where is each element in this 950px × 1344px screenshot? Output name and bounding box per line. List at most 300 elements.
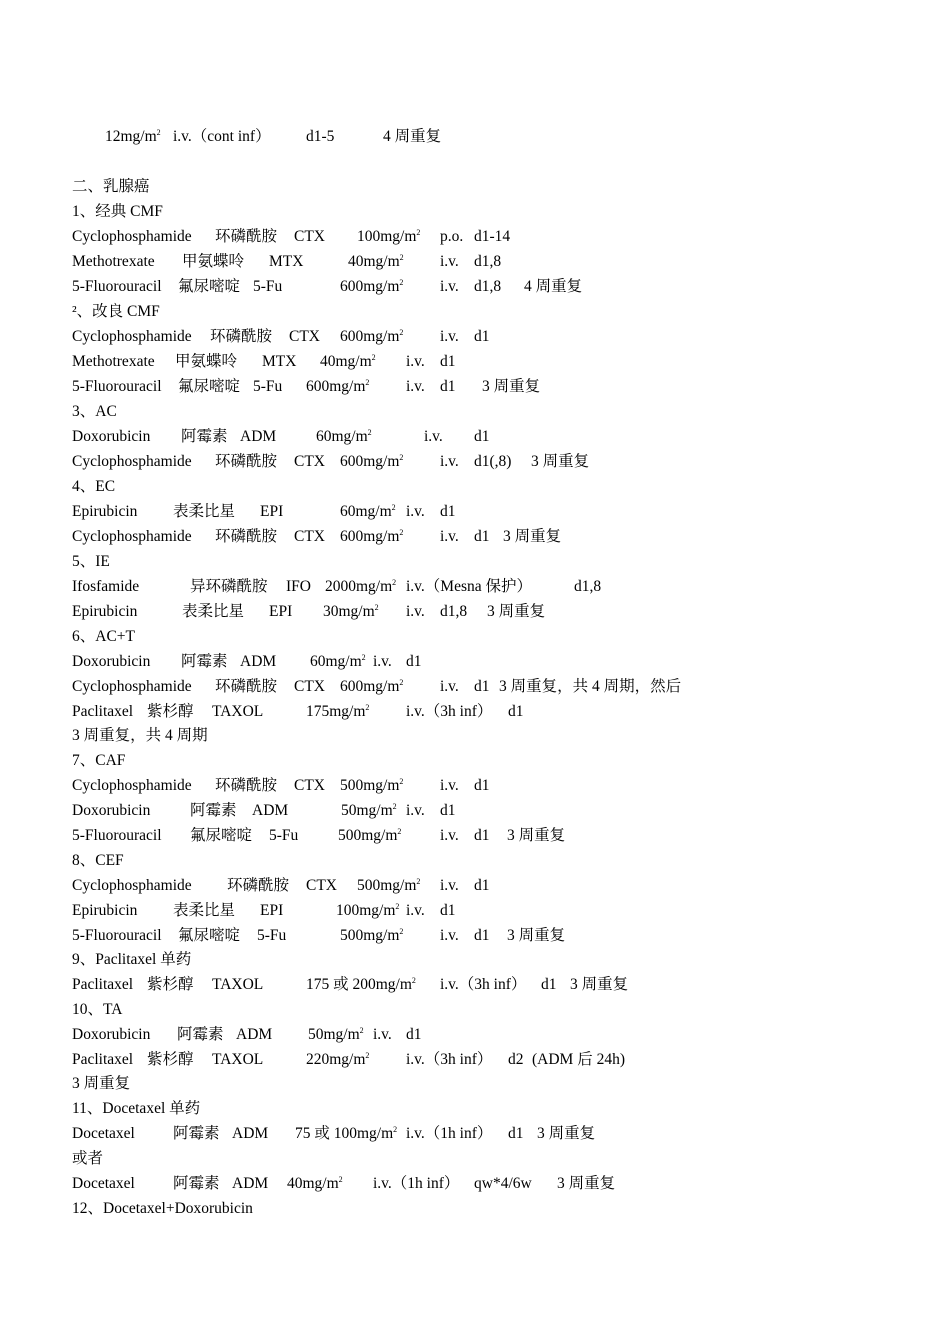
text-cell: [72, 702, 133, 722]
cell-text: ADM: [252, 802, 289, 819]
cell-text: i.v.: [440, 328, 459, 345]
cell-text: d2: [508, 1051, 524, 1068]
text-cell: [72, 1000, 122, 1020]
cell-text: 阿霉素: [177, 1026, 224, 1043]
text-cell: [72, 577, 139, 597]
cell-text: i.v.: [373, 1026, 392, 1043]
cell-text: 环磷酰胺: [215, 528, 278, 545]
text-cell: [232, 1174, 268, 1194]
cell-text: Cyclophosphamide: [72, 877, 192, 894]
text-cell: [72, 402, 117, 422]
cell-text: Epirubicin: [72, 503, 138, 520]
cell-text: 5-Fu: [257, 927, 287, 944]
text-cell: [72, 826, 162, 846]
cell-text: d1: [474, 678, 490, 695]
text-cell: [212, 702, 263, 722]
text-cell: [105, 127, 161, 147]
cell-text: d1: [440, 353, 456, 370]
cell-text: d1-5: [306, 128, 335, 145]
cell-text: d1: [474, 428, 490, 445]
cell-text: Paclitaxel: [72, 1051, 134, 1068]
cell-text: i.v.: [440, 927, 459, 944]
text-cell: [215, 776, 277, 796]
text-cell: [215, 452, 277, 472]
cell-text: i.v.: [424, 428, 443, 445]
cell-text: Cyclophosphamide: [72, 777, 192, 794]
text-cell: [72, 377, 162, 397]
text-cell: [177, 1025, 224, 1045]
cell-text: CTX: [294, 777, 325, 794]
text-cell: [474, 227, 510, 247]
cell-text: TAXOL: [212, 1051, 264, 1068]
text-cell: [72, 1199, 253, 1219]
cell-text: ²、改良 CMF: [72, 303, 160, 320]
cell-text: 2000mg/m: [325, 578, 393, 595]
text-cell: [306, 975, 416, 995]
text-cell: [178, 377, 240, 397]
text-cell: [72, 502, 137, 522]
cell-text: 阿霉素: [181, 653, 228, 670]
text-cell: [340, 776, 403, 796]
text-cell: [269, 826, 298, 846]
text-cell: [340, 527, 403, 547]
text-cell: [269, 252, 303, 272]
text-cell: [72, 477, 115, 497]
superscript: 2: [367, 428, 372, 437]
text-cell: [173, 502, 235, 522]
cell-text: 5-Fluorouracil: [72, 278, 162, 295]
text-cell: [294, 776, 325, 796]
cell-text: 3 周重复: [503, 528, 562, 545]
cell-text: 环磷酰胺: [215, 228, 278, 245]
text-cell: [72, 1050, 133, 1070]
text-cell: [373, 1174, 459, 1194]
cell-text: d1,8: [474, 253, 502, 270]
cell-text: 500mg/m: [340, 777, 400, 794]
cell-text: d1: [440, 802, 456, 819]
superscript: 2: [392, 802, 397, 811]
text-cell: [72, 277, 162, 297]
text-cell: [440, 876, 459, 896]
text-cell: [574, 577, 601, 597]
text-cell: [406, 1025, 422, 1045]
cell-text: CTX: [289, 328, 320, 345]
cell-text: 3 周重复: [507, 927, 566, 944]
text-cell: [406, 377, 425, 397]
text-cell: [440, 602, 467, 622]
cell-text: d1: [440, 378, 456, 395]
cell-text: i.v.: [406, 603, 425, 620]
cell-text: 紫杉醇: [147, 1051, 194, 1068]
cell-text: 10、TA: [72, 1001, 123, 1018]
cell-text: ADM: [240, 428, 277, 445]
text-cell: [236, 1025, 272, 1045]
text-cell: [440, 452, 459, 472]
superscript: 2: [416, 877, 421, 886]
text-cell: [306, 377, 369, 397]
text-cell: [503, 527, 561, 547]
cell-text: i.v.: [440, 827, 459, 844]
text-cell: [406, 352, 425, 372]
text-cell: [240, 427, 276, 447]
text-cell: [570, 975, 628, 995]
cell-text: d1,8: [574, 578, 602, 595]
cell-text: Docetaxel: [72, 1175, 135, 1192]
text-cell: [72, 302, 160, 322]
cell-text: 或者: [72, 1150, 104, 1167]
cell-text: (ADM 后 24h): [532, 1051, 625, 1068]
cell-text: 75 或 100mg/m: [295, 1125, 394, 1142]
text-cell: [72, 527, 192, 547]
text-cell: [357, 876, 420, 896]
cell-text: Ifosfamide: [72, 578, 140, 595]
cell-text: 3 周重复: [507, 827, 566, 844]
text-cell: [72, 926, 162, 946]
cell-text: 氟尿嘧啶: [178, 927, 241, 944]
cell-text: 30mg/m: [323, 603, 375, 620]
cell-text: ADM: [232, 1125, 269, 1142]
cell-text: d1: [474, 927, 490, 944]
superscript: 2: [399, 253, 404, 262]
cell-text: 5-Fu: [253, 278, 283, 295]
text-cell: [190, 826, 252, 846]
cell-text: Paclitaxel: [72, 703, 134, 720]
text-cell: [260, 502, 283, 522]
cell-text: EPI: [269, 603, 293, 620]
cell-text: 175mg/m: [306, 703, 366, 720]
cell-text: TAXOL: [212, 976, 264, 993]
cell-text: 50mg/m: [308, 1026, 360, 1043]
text-cell: [338, 826, 401, 846]
text-cell: [294, 227, 325, 247]
text-cell: [373, 1025, 392, 1045]
text-cell: [310, 652, 366, 672]
cell-text: EPI: [260, 902, 284, 919]
cell-text: Docetaxel: [72, 1125, 135, 1142]
superscript: 2: [391, 503, 396, 512]
superscript: 2: [399, 777, 404, 786]
superscript: 2: [338, 1175, 343, 1184]
text-cell: [253, 377, 282, 397]
text-cell: [253, 277, 282, 297]
cell-text: 60mg/m: [310, 653, 362, 670]
text-cell: [406, 652, 422, 672]
text-cell: [72, 801, 150, 821]
cell-text: 5-Fluorouracil: [72, 378, 162, 395]
superscript: 2: [399, 927, 404, 936]
text-cell: [190, 577, 268, 597]
cell-text: Doxorubicin: [72, 1026, 151, 1043]
text-cell: [147, 1050, 194, 1070]
cell-text: 4 周重复: [524, 278, 583, 295]
cell-text: 1、经典 CMF: [72, 203, 163, 220]
superscript: 2: [399, 453, 404, 462]
cell-text: 40mg/m: [287, 1175, 339, 1192]
text-cell: [499, 677, 681, 697]
text-cell: [294, 677, 325, 697]
text-cell: [323, 602, 379, 622]
cell-text: i.v.（Mesna 保护）: [406, 578, 532, 595]
cell-text: 表柔比星: [182, 603, 245, 620]
cell-text: 环磷酰胺: [215, 777, 278, 794]
cell-text: ADM: [240, 653, 277, 670]
cell-text: d1: [440, 902, 456, 919]
cell-text: 紫杉醇: [147, 976, 194, 993]
text-cell: [173, 901, 235, 921]
text-cell: [269, 602, 292, 622]
cell-text: 5、IE: [72, 553, 110, 570]
text-cell: [474, 427, 490, 447]
text-cell: [212, 1050, 263, 1070]
text-cell: [482, 377, 540, 397]
text-cell: [340, 926, 403, 946]
cell-text: 60mg/m: [340, 503, 392, 520]
cell-text: Cyclophosphamide: [72, 528, 192, 545]
text-cell: [406, 1124, 492, 1144]
cell-text: i.v.（3h inf）: [440, 976, 527, 993]
cell-text: Paclitaxel: [72, 976, 134, 993]
superscript: 2: [399, 678, 404, 687]
cell-text: MTX: [269, 253, 304, 270]
cell-text: i.v.: [406, 378, 425, 395]
superscript: 2: [361, 653, 366, 662]
text-cell: [72, 327, 192, 347]
cell-text: d1: [440, 503, 456, 520]
cell-text: CTX: [294, 228, 325, 245]
cell-text: 9、Paclitaxel 单药: [72, 951, 192, 968]
superscript: 2: [397, 827, 402, 836]
text-cell: [173, 1174, 220, 1194]
text-cell: [440, 801, 456, 821]
superscript: 2: [156, 128, 161, 137]
cell-text: i.v.: [440, 253, 459, 270]
text-cell: [294, 527, 325, 547]
cell-text: d1,8: [474, 278, 502, 295]
cell-text: d1: [474, 877, 490, 894]
text-cell: [72, 602, 137, 622]
cell-text: i.v.: [373, 653, 392, 670]
text-cell: [178, 926, 240, 946]
text-cell: [182, 602, 244, 622]
text-cell: [474, 452, 511, 472]
superscript: 2: [399, 278, 404, 287]
text-cell: [541, 975, 557, 995]
cell-text: 3 周重复: [487, 603, 546, 620]
text-cell: [147, 702, 194, 722]
cell-text: 3 周重复，共 4 周期: [72, 727, 208, 744]
cell-text: 二、乳腺癌: [72, 178, 150, 195]
text-cell: [260, 901, 283, 921]
cell-text: TAXOL: [212, 703, 264, 720]
cell-text: 表柔比星: [173, 503, 236, 520]
text-cell: [72, 876, 192, 896]
superscript: 2: [411, 976, 416, 985]
text-cell: [406, 602, 425, 622]
text-cell: [286, 577, 311, 597]
cell-text: 3 周重复: [537, 1125, 596, 1142]
text-cell: [406, 502, 425, 522]
cell-text: 3 周重复: [570, 976, 629, 993]
text-cell: [232, 1124, 268, 1144]
text-cell: [524, 277, 582, 297]
text-cell: [181, 652, 228, 672]
cell-text: IFO: [286, 578, 311, 595]
cell-text: i.v.: [440, 877, 459, 894]
text-cell: [440, 352, 456, 372]
superscript: 2: [392, 578, 397, 587]
text-cell: [210, 327, 272, 347]
text-cell: [215, 527, 277, 547]
text-cell: [348, 252, 404, 272]
cell-text: i.v.（cont inf）: [173, 128, 271, 145]
text-cell: [537, 1124, 595, 1144]
text-cell: [72, 776, 192, 796]
text-cell: [474, 826, 490, 846]
cell-text: 紫杉醇: [147, 703, 194, 720]
cell-text: i.v.: [406, 802, 425, 819]
text-cell: [72, 1099, 200, 1119]
superscript: 2: [365, 378, 370, 387]
text-cell: [316, 427, 372, 447]
text-cell: [72, 452, 192, 472]
text-cell: [294, 452, 325, 472]
cell-text: i.v.: [406, 353, 425, 370]
text-cell: [440, 377, 456, 397]
text-cell: [440, 677, 459, 697]
text-cell: [557, 1174, 615, 1194]
text-cell: [474, 677, 490, 697]
text-cell: [287, 1174, 343, 1194]
cell-text: 阿霉素: [190, 802, 237, 819]
cell-text: Cyclophosphamide: [72, 228, 192, 245]
text-cell: [440, 826, 459, 846]
text-cell: [507, 826, 565, 846]
cell-text: 600mg/m: [340, 328, 400, 345]
cell-text: 40mg/m: [348, 253, 400, 270]
cell-text: d1: [474, 328, 490, 345]
text-cell: [72, 975, 133, 995]
text-cell: [440, 975, 526, 995]
superscript: 2: [416, 228, 421, 237]
text-cell: [440, 926, 459, 946]
text-cell: [406, 801, 425, 821]
superscript: 2: [365, 703, 370, 712]
text-cell: [440, 502, 456, 522]
cell-text: 3、AC: [72, 403, 117, 420]
text-cell: [178, 277, 240, 297]
cell-text: d1: [406, 653, 422, 670]
text-cell: [508, 1124, 524, 1144]
text-cell: [474, 527, 490, 547]
text-cell: [406, 577, 532, 597]
text-cell: [306, 702, 369, 722]
text-cell: [306, 876, 337, 896]
cell-text: 表柔比星: [173, 902, 236, 919]
text-cell: [373, 652, 392, 672]
text-cell: [215, 677, 277, 697]
cell-text: 甲氨蝶呤: [182, 253, 245, 270]
text-cell: [440, 227, 463, 247]
text-cell: [212, 975, 263, 995]
text-cell: [72, 252, 155, 272]
text-cell: [173, 127, 271, 147]
text-cell: [424, 427, 443, 447]
cell-text: d1: [406, 1026, 422, 1043]
cell-text: 异环磷酰胺: [190, 578, 268, 595]
text-cell: [474, 327, 490, 347]
cell-text: d1: [474, 827, 490, 844]
text-cell: [440, 527, 459, 547]
cell-text: i.v.: [440, 678, 459, 695]
cell-text: 阿霉素: [173, 1125, 220, 1142]
text-cell: [72, 901, 137, 921]
text-cell: [215, 227, 277, 247]
text-cell: [72, 1124, 135, 1144]
text-cell: [406, 702, 492, 722]
text-cell: [507, 926, 565, 946]
cell-text: Doxorubicin: [72, 802, 151, 819]
text-cell: [72, 726, 208, 746]
text-cell: [175, 352, 237, 372]
text-cell: [295, 1124, 397, 1144]
text-cell: [487, 602, 545, 622]
cell-text: i.v.（1h inf）: [373, 1175, 460, 1192]
cell-text: 3 周重复: [72, 1075, 131, 1092]
cell-text: 氟尿嘧啶: [178, 378, 241, 395]
cell-text: 甲氨蝶呤: [175, 353, 238, 370]
text-cell: [336, 901, 399, 921]
cell-text: 氟尿嘧啶: [178, 278, 241, 295]
cell-text: d1: [508, 1125, 524, 1142]
cell-text: 500mg/m: [357, 877, 417, 894]
cell-text: EPI: [260, 503, 284, 520]
cell-text: i.v.: [440, 528, 459, 545]
cell-text: MTX: [262, 353, 297, 370]
text-cell: [440, 776, 459, 796]
text-cell: [320, 352, 376, 372]
text-cell: [306, 1050, 369, 1070]
cell-text: qw*4/6w: [474, 1175, 532, 1192]
cell-text: 5-Fu: [253, 378, 283, 395]
text-cell: [240, 652, 276, 672]
text-cell: [147, 975, 194, 995]
text-cell: [325, 577, 396, 597]
cell-text: 50mg/m: [341, 802, 393, 819]
cell-text: 60mg/m: [316, 428, 368, 445]
text-cell: [72, 352, 155, 372]
text-cell: [289, 327, 320, 347]
text-cell: [72, 1074, 130, 1094]
text-cell: [72, 1149, 103, 1169]
text-cell: [340, 452, 403, 472]
superscript: 2: [371, 353, 376, 362]
text-cell: [72, 851, 124, 871]
text-cell: [182, 252, 244, 272]
cell-text: 12、Docetaxel+Doxorubicin: [72, 1200, 253, 1217]
text-cell: [308, 1025, 364, 1045]
cell-text: p.o.: [440, 228, 464, 245]
cell-text: 40mg/m: [320, 353, 372, 370]
superscript: 2: [365, 1051, 370, 1060]
cell-text: i.v.（1h inf）: [406, 1125, 493, 1142]
cell-text: Epirubicin: [72, 603, 138, 620]
cell-text: d1: [541, 976, 557, 993]
text-cell: [262, 352, 296, 372]
cell-text: d1: [474, 777, 490, 794]
text-cell: [474, 926, 490, 946]
cell-text: 175 或 200mg/m: [306, 976, 412, 993]
cell-text: 阿霉素: [181, 428, 228, 445]
